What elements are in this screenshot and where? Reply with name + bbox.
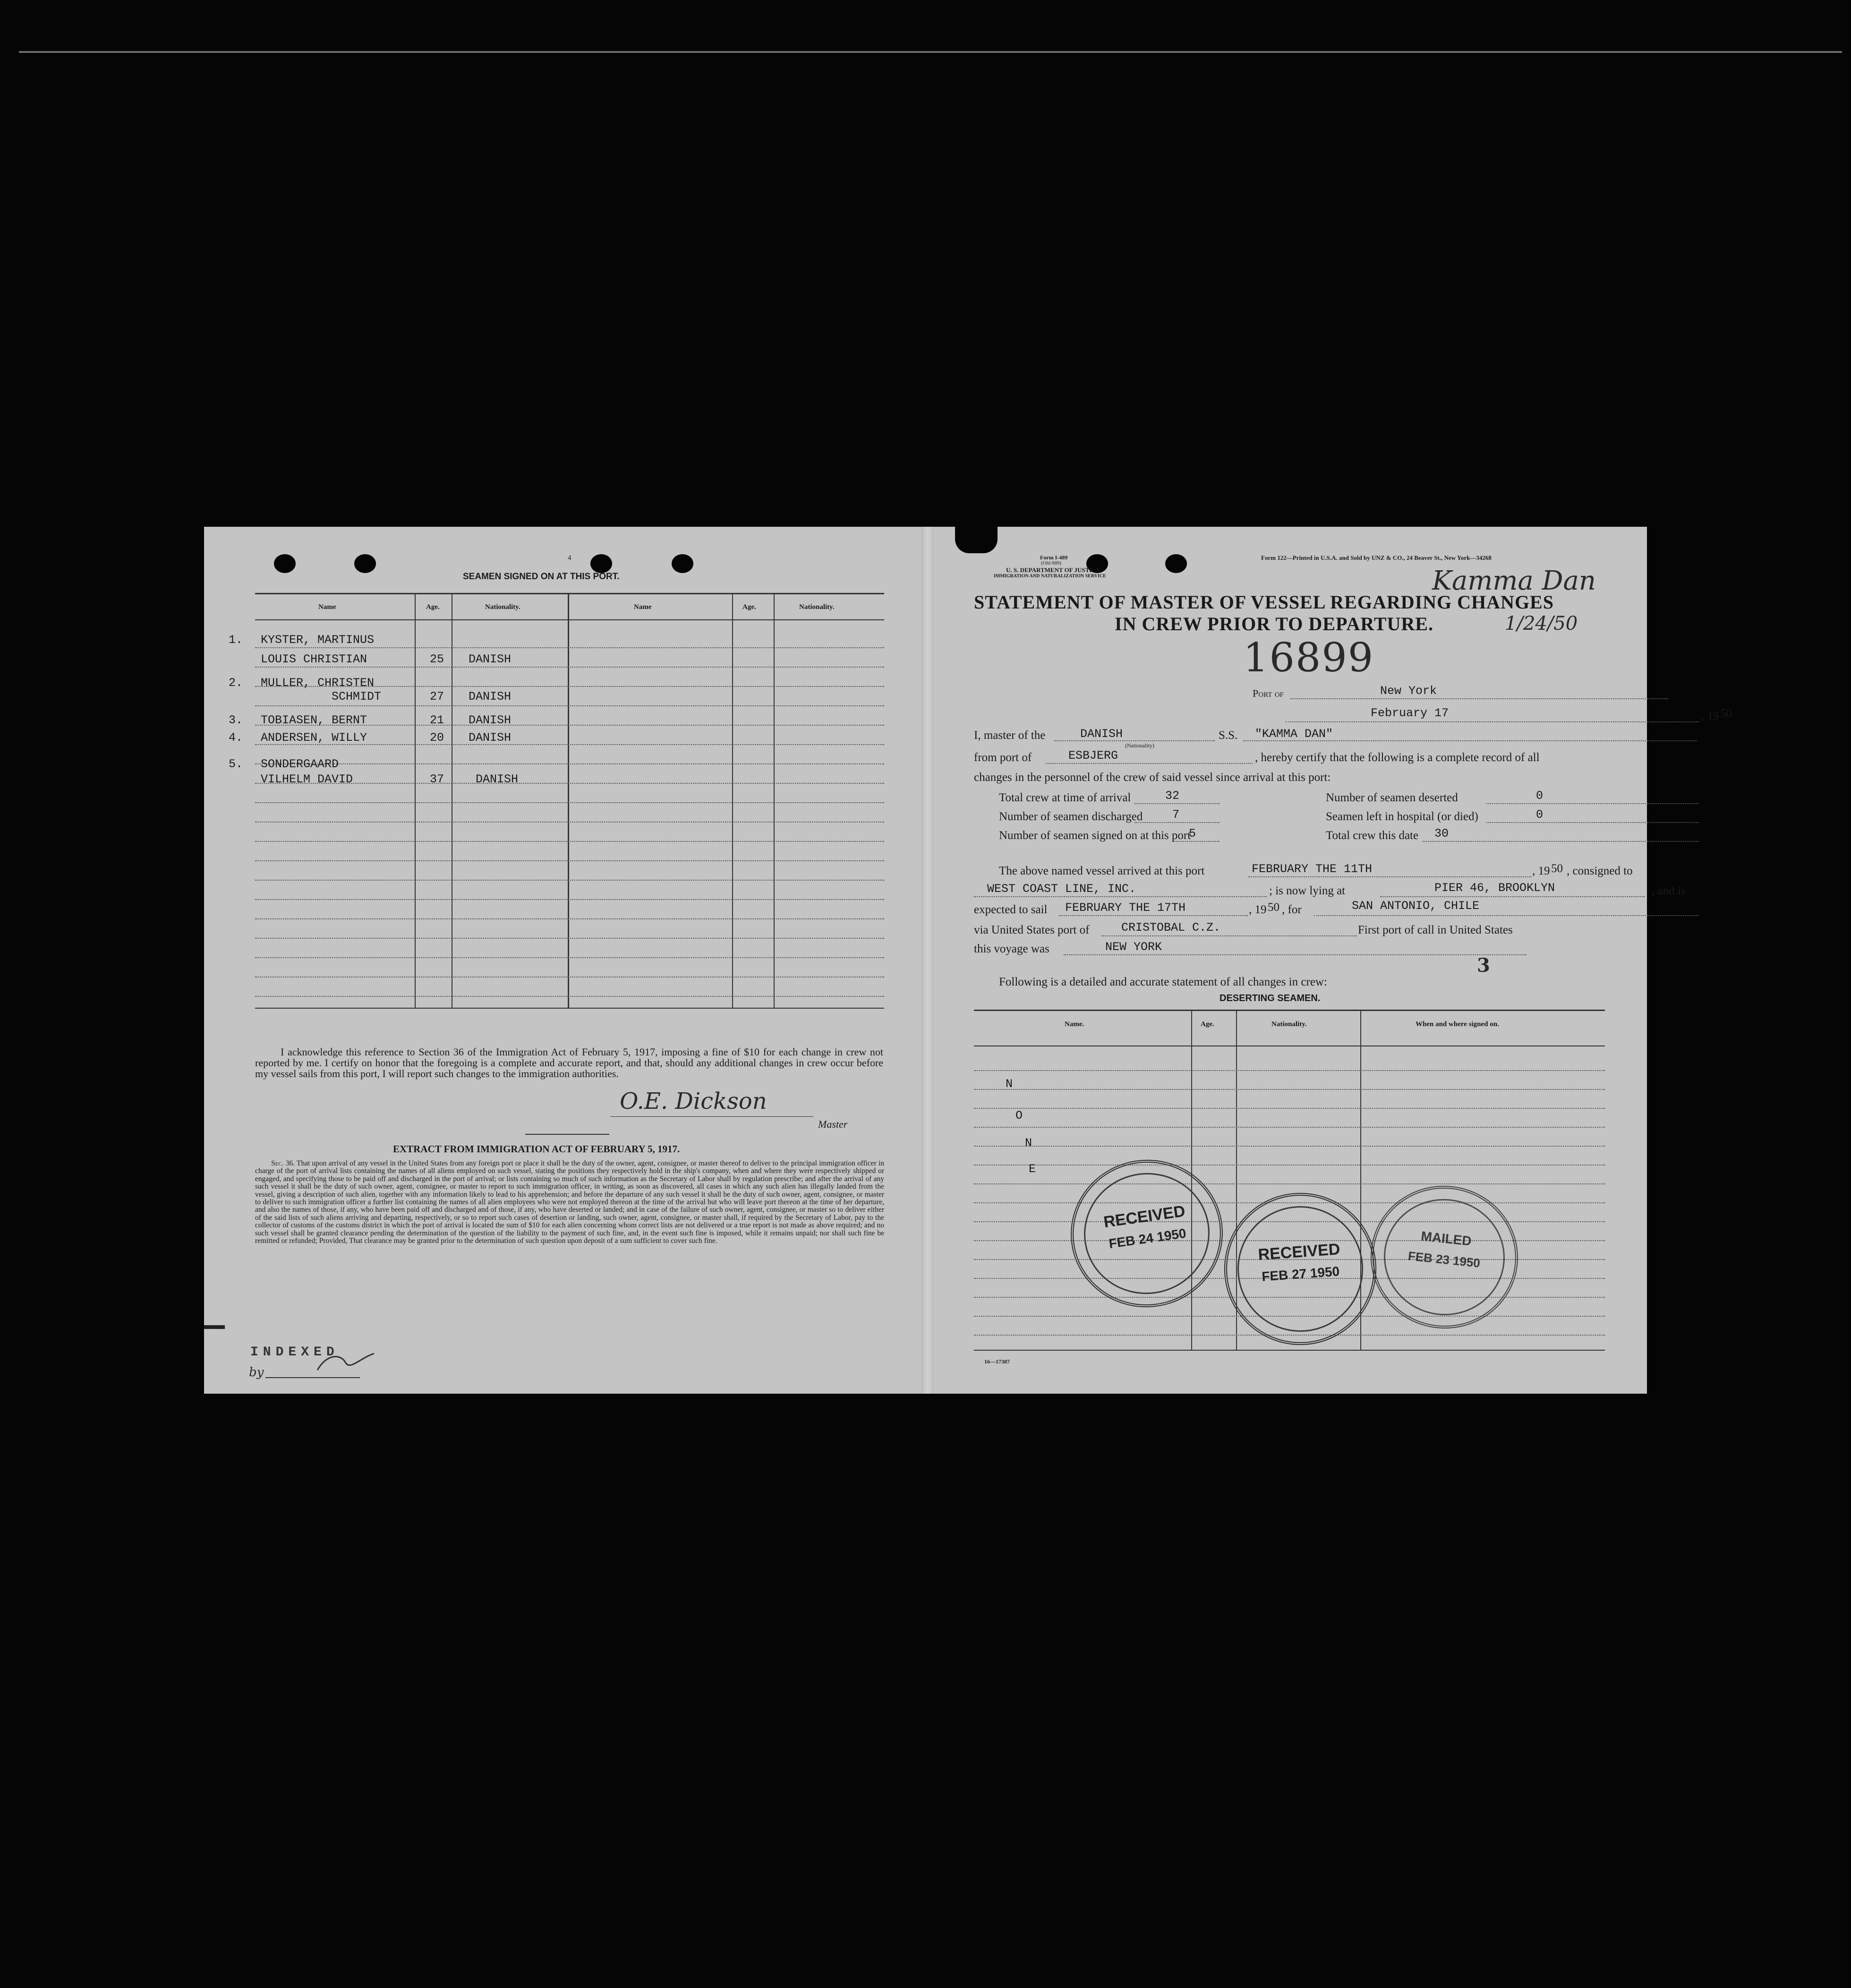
row-number: 1. xyxy=(229,633,243,647)
seaman-name: MULLER, CHRISTEN xyxy=(261,676,375,690)
seaman-nationality: DANISH xyxy=(469,731,512,745)
deserting-heading: DESERTING SEAMEN. xyxy=(1220,993,1321,1003)
arrived-label: The above named vessel arrived at this port xyxy=(999,865,1205,877)
column-age: Age. xyxy=(426,603,440,611)
hospital-label: Seamen left in hospital (or died) xyxy=(1326,810,1478,823)
from-port-value: ESBJERG xyxy=(1068,749,1118,763)
nationality-caption: (Nationality) xyxy=(1125,742,1154,749)
none-letter: E xyxy=(1029,1162,1036,1176)
separator-rule xyxy=(525,1134,609,1135)
deserted-label: Number of seamen deserted xyxy=(1326,791,1458,804)
seaman-name: TOBIASEN, BERNT xyxy=(261,713,367,727)
sail-year-prefix: , 19 xyxy=(1249,903,1267,916)
extract-section: Sec. 36. xyxy=(271,1159,295,1167)
arrived-year: 50 xyxy=(1551,862,1563,875)
field-line xyxy=(1046,763,1253,764)
nationality-value: DANISH xyxy=(1080,727,1123,741)
punch-hole xyxy=(672,554,693,573)
extract-body xyxy=(255,1160,884,1245)
port-label: Port of xyxy=(1253,687,1284,699)
lying-at: PIER 46, BROOKLYN xyxy=(1434,881,1555,895)
seaman-nationality: DANISH xyxy=(476,772,519,786)
voyage-label: this voyage was xyxy=(974,943,1049,955)
signed-on-label: Number of seamen signed on at this port xyxy=(999,829,1191,842)
column-rule xyxy=(415,593,416,1008)
field-line xyxy=(1314,915,1699,916)
scan-edge-line xyxy=(19,51,1842,53)
field-line xyxy=(1134,822,1220,823)
printer-line: Form 122—Printed in U.S.A. and Sold by UNZ & CO., 24 Beaver St., New York—34268 xyxy=(1261,554,1492,561)
report-year: 50 xyxy=(1720,707,1732,720)
seaman-age: 20 xyxy=(430,731,444,745)
column-nationality: Nationality. xyxy=(485,603,520,611)
total-crew-date: 30 xyxy=(1434,827,1449,840)
column-nationality-2: Nationality. xyxy=(799,603,835,611)
seaman-nationality: DANISH xyxy=(469,652,512,666)
column-name-2: Name xyxy=(634,603,652,611)
hospital-count: 0 xyxy=(1536,808,1544,822)
seaman-age: 21 xyxy=(430,713,444,727)
lying-label: ; is now lying at xyxy=(1269,884,1346,897)
department-name: U. S. DEPARTMENT OF JUSTICE xyxy=(1006,566,1100,574)
following-text: Following is a detailed and accurate statement of all changes in crew: xyxy=(999,976,1327,988)
field-line xyxy=(974,896,1267,897)
signed-on-count: 5 xyxy=(1189,827,1196,840)
column-age-2: Age. xyxy=(742,603,756,611)
via-label: via United States port of xyxy=(974,924,1090,936)
row-number: 4. xyxy=(229,731,243,745)
deserting-table-header-rule xyxy=(974,1045,1605,1046)
punch-hole xyxy=(354,554,376,573)
table-top-rule xyxy=(255,593,884,594)
manifest-document xyxy=(204,527,1732,1394)
from-port-label: from port of xyxy=(974,751,1032,764)
field-line xyxy=(1064,954,1527,955)
seaman-name: ANDERSEN, WILLY xyxy=(261,731,367,745)
first-port-value: NEW YORK xyxy=(1105,940,1162,954)
seaman-age: 27 xyxy=(430,690,444,703)
row-number: 5. xyxy=(229,757,243,771)
punch-hole xyxy=(274,554,296,573)
field-line xyxy=(1423,841,1699,842)
master-of-label: I, master of the xyxy=(974,729,1046,742)
expected-label: expected to sail xyxy=(974,903,1048,916)
left-page-heading: SEAMEN SIGNED ON AT THIS PORT. xyxy=(463,572,620,582)
torn-corner xyxy=(955,527,998,553)
arrival-date: FEBRUARY THE 11TH xyxy=(1252,862,1373,876)
stamp-date: FEB 24 1950 xyxy=(1108,1225,1187,1251)
field-line xyxy=(1059,915,1248,916)
stamp-received-text: RECEIVED xyxy=(1102,1202,1186,1232)
seaman-age: 37 xyxy=(430,772,444,786)
certify-text: , hereby certify that the following is a complete record of all xyxy=(1255,751,1540,764)
field-line xyxy=(1286,721,1699,722)
ss-label: S.S. xyxy=(1219,729,1238,742)
field-line xyxy=(1248,876,1531,877)
footer-code: 16—17387 xyxy=(984,1358,1010,1365)
seaman-name: KYSTER, MARTINUS xyxy=(261,633,375,647)
handwritten-3: 3 xyxy=(1477,954,1490,977)
arrived-year-prefix: , 19 xyxy=(1532,865,1550,877)
punch-hole xyxy=(1165,554,1187,573)
field-line xyxy=(1134,803,1220,804)
by-line xyxy=(265,1377,360,1378)
handwritten-ship-name: Kamma Dan xyxy=(1432,566,1596,596)
service-name: IMMIGRATION AND NATURALIZATION SERVICE xyxy=(994,574,1106,579)
form-old-number: (Old 689) xyxy=(1041,560,1062,566)
first-port-label: First port of call in United States xyxy=(1358,924,1513,936)
table-header-rule xyxy=(255,619,884,620)
deserted-count: 0 xyxy=(1536,789,1544,803)
vessel-name: "KAMMA DAN" xyxy=(1255,727,1333,741)
extract-title: EXTRACT FROM IMMIGRATION ACT OF FEBRUARY 5, 1917. xyxy=(393,1143,680,1155)
field-line xyxy=(1486,803,1699,804)
signature-line xyxy=(610,1116,813,1117)
field-line xyxy=(1054,740,1215,741)
none-letter: O xyxy=(1015,1109,1023,1123)
handwritten-date: 1/24/50 xyxy=(1505,613,1578,634)
acknowledgement-text: I acknowledge this reference to Section 36 of the Immigration Act of February 5, 1917, imposing a fine of $10 for each change in crew not reported by me. I certify on honor that the foregoing is a complete and accurate report, and that, should any additional changes in crew occur before my vessel sails from this port, I will report such changes to the immigration authorities. xyxy=(255,1046,883,1080)
deserting-table-top xyxy=(974,1010,1605,1011)
indexed-stamp: INDEXED xyxy=(250,1345,339,1360)
by-label: by xyxy=(249,1365,264,1380)
seaman-age: 25 xyxy=(430,652,444,666)
consignee: WEST COAST LINE, INC. xyxy=(987,882,1136,896)
seaman-name-cont: LOUIS CHRISTIAN xyxy=(261,652,367,666)
port-value: New York xyxy=(1380,684,1437,698)
stamp-mailed-text: MAILED xyxy=(1420,1228,1473,1249)
file-number: 16899 xyxy=(1243,634,1374,681)
consigned-label: , consigned to xyxy=(1567,865,1633,877)
stamp-received-text: RECEIVED xyxy=(1257,1240,1341,1264)
none-letter: N xyxy=(1006,1077,1013,1091)
table-bottom-rule xyxy=(255,1008,884,1009)
seaman-nationality: DANISH xyxy=(469,713,512,727)
field-line xyxy=(1172,841,1220,842)
via-port: CRISTOBAL C.Z. xyxy=(1121,921,1221,934)
report-date: February 17 xyxy=(1371,706,1449,720)
column-name: Name xyxy=(318,603,336,611)
initials-mark xyxy=(261,1344,384,1377)
destination: SAN ANTONIO, CHILE xyxy=(1352,899,1480,913)
seaman-name: SONDERGAARD xyxy=(261,757,339,771)
field-line xyxy=(1290,698,1668,699)
deserting-table-bottom xyxy=(974,1350,1605,1351)
deserting-col-nationality: Nationality. xyxy=(1271,1020,1307,1028)
column-rule xyxy=(568,593,569,1008)
page-fold xyxy=(921,527,934,1394)
master-label: Master xyxy=(818,1118,848,1130)
year-prefix: , 19 xyxy=(1701,710,1719,723)
none-letter: N xyxy=(1025,1136,1032,1150)
punch-hole xyxy=(590,554,612,573)
master-signature: O.E. Dickson xyxy=(620,1088,767,1114)
field-line xyxy=(1101,935,1356,936)
total-crew-arrival-label: Total crew at time of arrival xyxy=(999,791,1131,804)
for-label: , for xyxy=(1282,903,1302,916)
field-line xyxy=(1243,740,1697,741)
and-is-label: , and is xyxy=(1652,884,1686,897)
row-number: 2. xyxy=(229,676,243,690)
seaman-name-cont: SCHMIDT xyxy=(332,690,382,703)
stamp-date: FEB 27 1950 xyxy=(1261,1264,1340,1284)
row-number: 3. xyxy=(229,713,243,727)
total-crew-date-label: Total crew this date xyxy=(1326,829,1419,842)
received-stamp xyxy=(1061,1150,1232,1317)
changes-text: changes in the personnel of the crew of said vessel since arrival at this port: xyxy=(974,771,1331,784)
form-title-line1: STATEMENT OF MASTER OF VESSEL REGARDING CHANGES xyxy=(974,591,1554,613)
seaman-nationality: DANISH xyxy=(469,690,512,703)
deserting-col-age: Age. xyxy=(1201,1020,1214,1028)
deserting-col-when-where: When and where signed on. xyxy=(1416,1020,1499,1028)
deserting-col-name: Name. xyxy=(1065,1020,1084,1028)
sail-date: FEBRUARY THE 17TH xyxy=(1065,901,1186,915)
column-rule xyxy=(774,593,775,1008)
stamp-date: FEB 23 1950 xyxy=(1407,1249,1481,1270)
edge-mark xyxy=(204,1325,225,1329)
discharged-count: 7 xyxy=(1172,808,1180,822)
total-crew-arrival: 32 xyxy=(1165,789,1180,803)
discharged-label: Number of seamen discharged xyxy=(999,810,1143,823)
seaman-name-cont: VILHELM DAVID xyxy=(261,772,353,786)
form-number: Form I-489 xyxy=(1040,554,1068,561)
field-line xyxy=(1486,822,1699,823)
page-number: 4 xyxy=(568,554,572,562)
form-title-line2: IN CREW PRIOR TO DEPARTURE. xyxy=(1115,613,1433,634)
extract-text: That upon arrival of any vessel in the United States from any foreign port or place it shall be the duty of the owner, agent, consignee, or master thereof to deliver to the principal immigration officer in charge of the port of arrival lists containing the names of all aliens employed on such vessel, stating the positions they respectively hold in the ship's company, when and where they were respectively shipped or engaged, and specifying those to be paid off and discharged in the port of arrival; or lists containing so much of such information as the Secretary of Labor shall by regulation prescribe; and after the arrival of any such vessel it shall be the duty of such owner, agent, consignee, or master to report to such immigration officer, in writing, as soon as discovered, all cases in which any such alien has illegally landed from the vessel, giving a description of such alien, together with any information likely to lead to his apprehension; and before the departure of any such vessel it shall be the duty of such owner, agent, consignee, or master to deliver to such immigration officer a further list containing the names of all alien employees who were not employed thereon at the time of the arrival but who will leave port thereon at the time of her departure, and also the names of those, if any, who have been paid off and discharged and of those, if any, who have deserted or landed; and in case of the failure of such owner, agent, consignee, or master so to deliver either of the said lists of such aliens arriving and departing, respectively, or so to report such cases of desertion or landing, such owner, agent, consignee, or master shall, if required by the Secretary of Labor, pay to the collector of customs of the customs district in which the port of arrival is located the sum of $10 for each alien concerning whom correct lists are not delivered or a true report is not made as above required; and no such vessel shall be granted clearance pending the determination of the question of the liability to the payment of such fine, and, in the event such fine is imposed, while it remains unpaid; nor shall such fine be remitted or refunded; Provided, That clearance may be granted prior to the determination of such question upon deposit of a sum sufficient to cover such fine. xyxy=(255,1159,884,1245)
column-rule xyxy=(732,593,733,1008)
field-line xyxy=(1380,896,1645,897)
sail-year: 50 xyxy=(1268,901,1279,914)
received-stamp xyxy=(1219,1188,1382,1350)
